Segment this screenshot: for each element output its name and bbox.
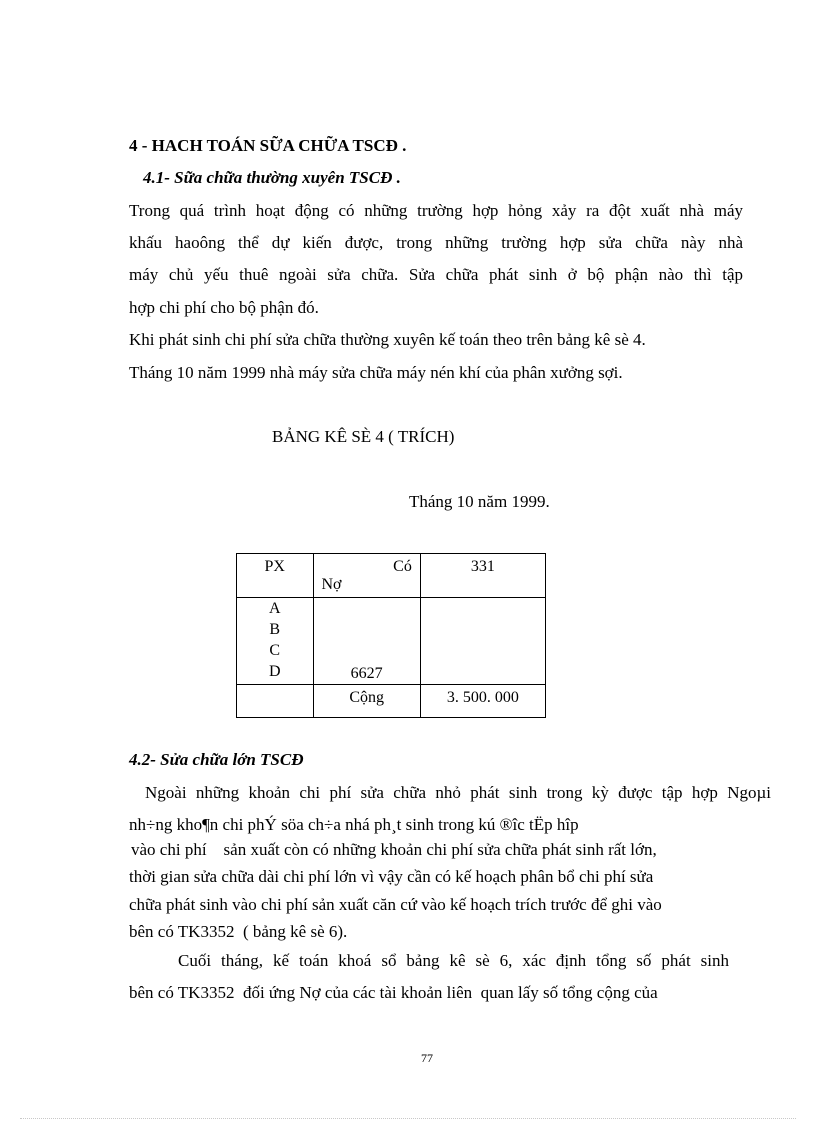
table-date: Tháng 10 năm 1999.	[409, 492, 550, 511]
paragraph-line: vào chi phí sản xuất còn có những khoản chi phí sửa chữa phát sinh rất lớn,	[131, 840, 657, 859]
account-value-cell	[420, 598, 545, 685]
total-empty-cell	[237, 685, 314, 718]
section-heading: 4 - HACH TOÁN SỮA CHỮA TSCĐ .	[129, 136, 407, 155]
header-px-cell	[237, 554, 314, 598]
paragraph-line: Cuối tháng, kế toán khoá sổ bảng kê sè 6, xác định tổng số phát sinh	[178, 951, 729, 970]
header-co-no-cell	[313, 554, 420, 598]
paragraph-line: Tháng 10 năm 1999 nhà máy sửa chữa máy nén khí của phân xưởng sợi.	[129, 363, 623, 382]
workshop-c: C	[269, 642, 281, 659]
header-px: PX	[264, 558, 285, 575]
total-value-cell	[420, 685, 545, 718]
page-bottom-rule	[20, 1118, 796, 1119]
paragraph-line: bên có TK3352 ( bảng kê sè 6).	[129, 922, 348, 941]
ledger-table	[236, 553, 546, 718]
workshop-d: D	[268, 663, 281, 680]
paragraph-line: máy chủ yếu thuê ngoài sửa chữa. Sửa chữa phát sinh ở bộ phận nào thì tập	[129, 265, 743, 284]
header-account-cell	[420, 554, 545, 598]
subsection-heading-regular-repair: 4.1- Sữa chữa thường xuyên TSCĐ .	[143, 168, 401, 187]
paragraph-line: chữa phát sinh vào chi phí sản xuất căn cứ vào kế hoạch trích trước để ghi vào	[129, 895, 662, 914]
debit-cell	[313, 598, 420, 685]
total-label: Cộng	[349, 689, 384, 706]
total-label-cell	[313, 685, 420, 718]
workshop-b: B	[269, 621, 281, 638]
total-value: 3. 500. 000	[446, 689, 519, 706]
table-caption: BẢNG KÊ SÈ 4 ( TRÍCH)	[272, 427, 455, 446]
header-account: 331	[470, 558, 495, 575]
header-co: Có	[393, 558, 412, 575]
header-no: Nợ	[321, 576, 342, 593]
paragraph-line: Trong quá trình hoạt động có những trường hợp hỏng xảy ra đột xuất nhà máy	[129, 201, 743, 220]
table-total-row	[237, 685, 546, 718]
page-number: 77	[421, 1051, 433, 1065]
paragraph-line-garbled: nh÷ng kho¶n chi phÝ söa ch÷a nhá ph¸t sinh trong kú ®îc tËp hîp	[129, 815, 579, 834]
paragraph-line: thời gian sửa chữa dài chi phí lớn vì vậy cần có kế hoạch phân bổ chi phí sửa	[129, 867, 654, 886]
subsection-heading-major-repair: 4.2- Sửa chữa lớn TSCĐ	[129, 750, 304, 769]
amount-d: 6627	[350, 665, 383, 682]
workshop-list	[237, 598, 314, 685]
paragraph-line: Khi phát sinh chi phí sửa chữa thường xuyên kế toán theo trên bảng kê sè 4.	[129, 330, 646, 349]
paragraph-line: khấu haoông thể dự kiến được, trong những trường hợp sửa chữa này nhà	[129, 233, 743, 252]
paragraph-line: Ngoài những khoản chi phí sửa chữa nhỏ phát sinh trong kỳ được tập hợp Ngoµi	[145, 783, 771, 802]
table-header-row	[237, 554, 546, 598]
table-row	[237, 598, 546, 685]
paragraph-line: hợp chi phí cho bộ phận đó.	[129, 298, 319, 317]
paragraph-line: bên có TK3352 đối ứng Nợ của các tài khoản liên quan lấy số tổng cộng của	[129, 983, 658, 1002]
workshop-a: A	[268, 600, 281, 617]
